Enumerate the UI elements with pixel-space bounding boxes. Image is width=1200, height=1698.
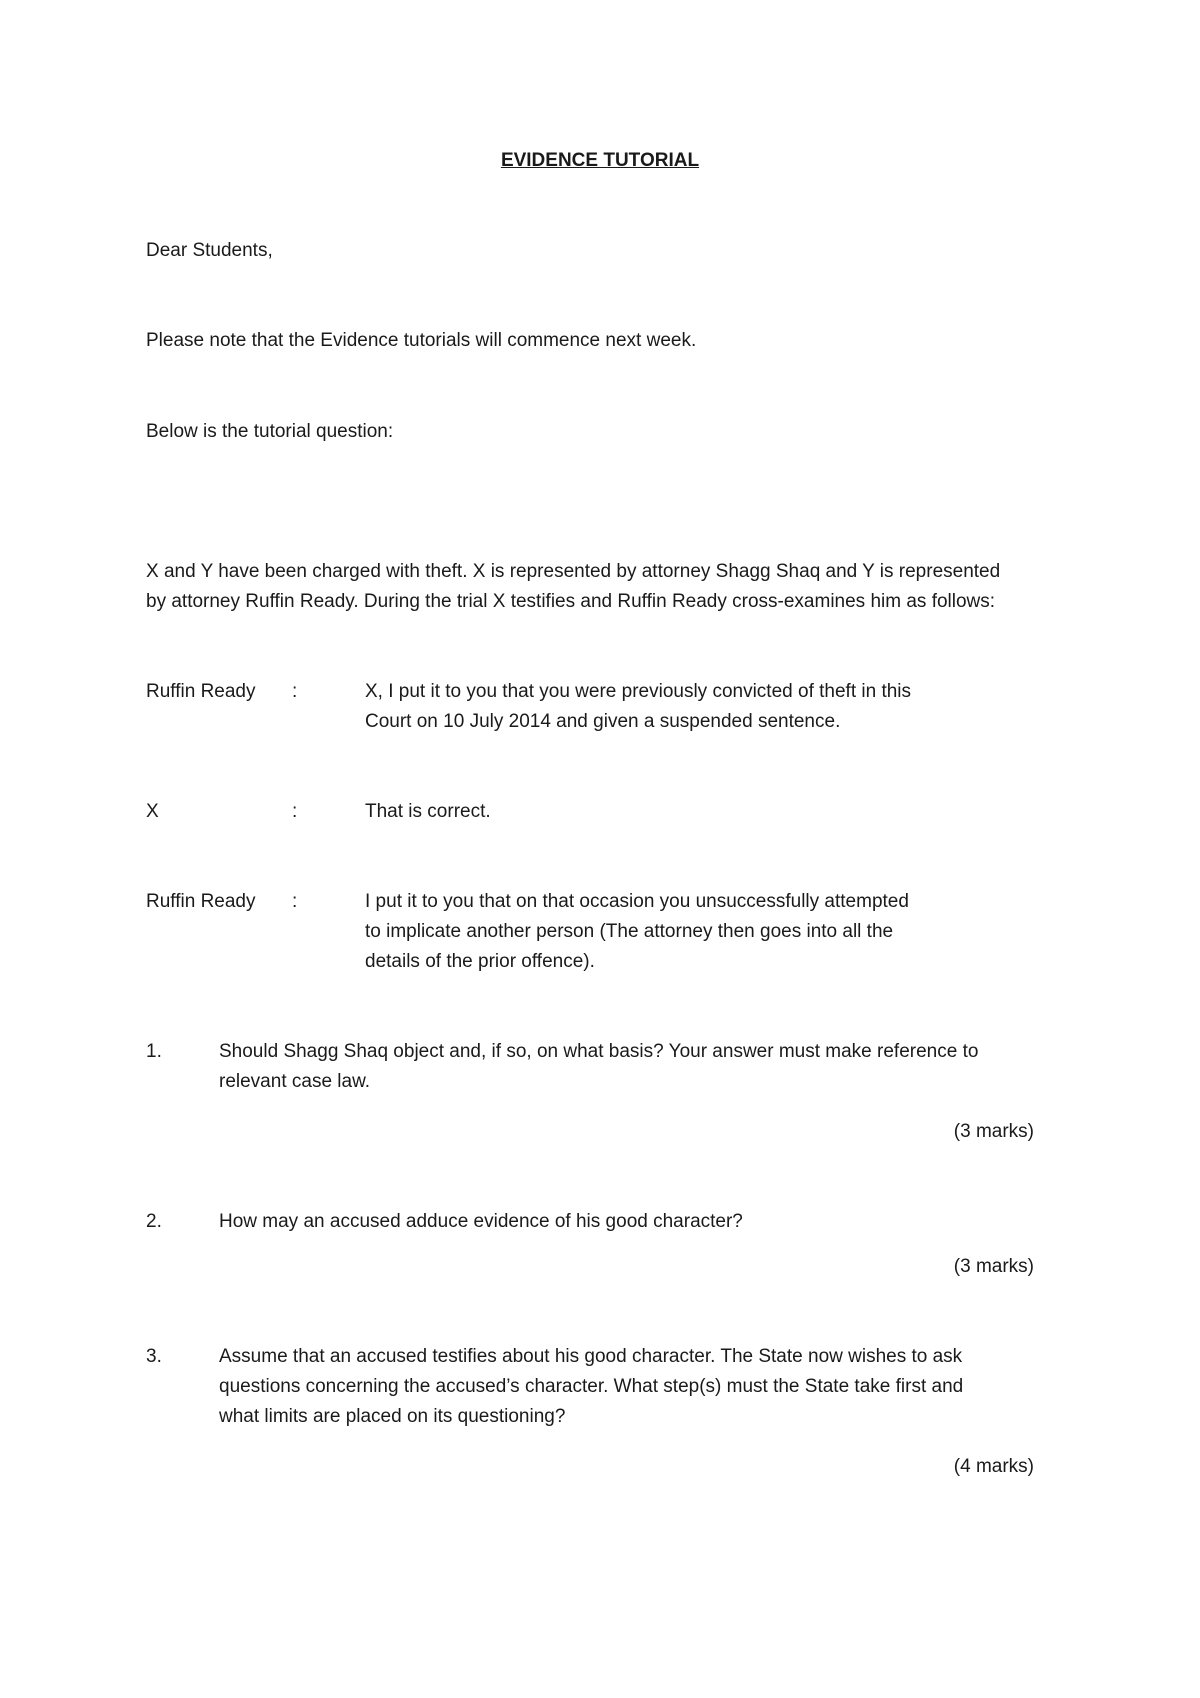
notice-paragraph: Please note that the Evidence tutorials will commence next week. (146, 330, 697, 351)
dialogue-line: X, I put it to you that you were previously convicted of theft in this (365, 681, 912, 702)
question-marks: (4 marks) (953, 1456, 1034, 1477)
document-title: EVIDENCE TUTORIAL (500, 150, 700, 171)
dialogue-line: I put it to you that on that occasion you unsuccessfully attempted (365, 891, 909, 912)
dialogue-colon: : (292, 891, 298, 912)
greeting: Dear Students, (146, 240, 273, 261)
question-line: Assume that an accused testifies about his good character. The State now wishes to ask (219, 1346, 963, 1367)
question-line: questions concerning the accused’s character. What step(s) must the State take first and (219, 1376, 964, 1397)
question-number: 1. (146, 1041, 162, 1062)
dialogue-line: Court on 10 July 2014 and given a suspended sentence. (365, 711, 841, 732)
dialogue-line: to implicate another person (The attorney then goes into all the (365, 921, 894, 942)
question-line: relevant case law. (219, 1071, 371, 1092)
intro-paragraph: Below is the tutorial question: (146, 421, 394, 442)
dialogue-speaker: X (146, 801, 159, 822)
question-line: How may an accused adduce evidence of his good character? (219, 1211, 743, 1232)
question-marks: (3 marks) (953, 1256, 1034, 1277)
question-marks: (3 marks) (953, 1121, 1034, 1142)
scenario-line: X and Y have been charged with theft. X is represented by attorney Shagg Shaq and Y is represented (146, 561, 1001, 582)
question-number: 2. (146, 1211, 162, 1232)
dialogue-colon: : (292, 681, 298, 702)
scenario-line: by attorney Ruffin Ready. During the trial X testifies and Ruffin Ready cross-examines him as follows: (146, 591, 996, 612)
dialogue-colon: : (292, 801, 298, 822)
question-line: Should Shagg Shaq object and, if so, on what basis? Your answer must make reference to (219, 1041, 979, 1062)
dialogue-speaker: Ruffin Ready (146, 681, 256, 702)
dialogue-line: details of the prior offence). (365, 951, 595, 972)
question-line: what limits are placed on its questioning? (219, 1406, 566, 1427)
dialogue-line: That is correct. (365, 801, 491, 822)
dialogue-speaker: Ruffin Ready (146, 891, 256, 912)
question-number: 3. (146, 1346, 162, 1367)
